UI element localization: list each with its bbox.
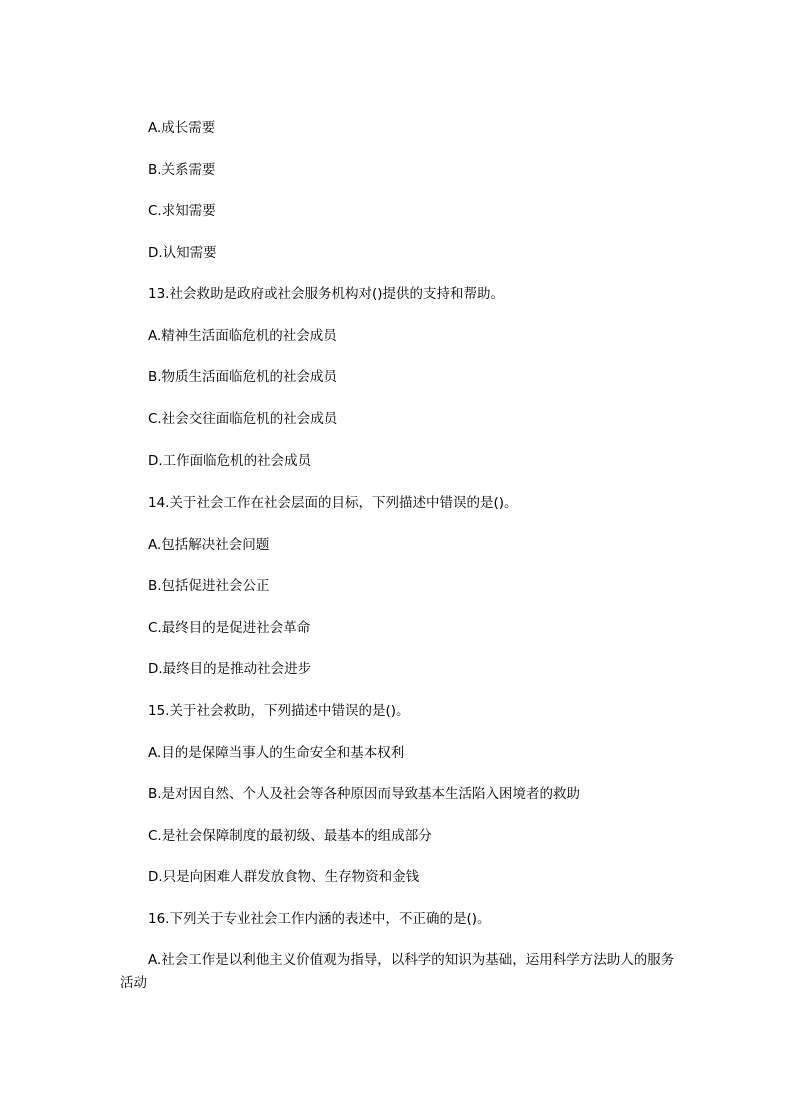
option-line: C.社会交往面临危机的社会成员	[148, 411, 338, 427]
question-14: 14.关于社会工作在社会层面的目标，下列描述中错误的是()。	[148, 495, 518, 511]
option-line: D.认知需要	[148, 245, 217, 261]
option-line: A.目的是保障当事人的生命安全和基本权利	[148, 745, 405, 761]
question-16: 16.下列关于专业社会工作内涵的表述中，不正确的是()。	[148, 911, 491, 927]
option-line: C.最终目的是促进社会革命	[148, 620, 311, 636]
option-line: D.最终目的是推动社会进步	[148, 661, 312, 677]
option-paragraph: A.社会工作是以利他主义价值观为指导，以科学的知识为基础，运用科学方法助人的服务活动	[120, 952, 675, 991]
option-line: C.求知需要	[148, 203, 216, 219]
option-line: B.包括促进社会公正	[148, 578, 270, 594]
option-line: D.只是向困难人群发放食物、生存物资和金钱	[148, 869, 420, 885]
option-line: B.关系需要	[148, 162, 216, 178]
option-line: A.成长需要	[148, 120, 216, 136]
option-line: B.物质生活面临危机的社会成员	[148, 369, 338, 385]
option-line: B.是对因自然、个人及社会等各种原因而导致基本生活陷入困境者的救助	[148, 786, 581, 802]
option-line: D.工作面临危机的社会成员	[148, 453, 312, 469]
option-line: C.是社会保障制度的最初级、最基本的组成部分	[148, 828, 432, 844]
question-13: 13.社会救助是政府或社会服务机构对()提供的支持和帮助。	[148, 286, 505, 302]
option-line: A.精神生活面临危机的社会成员	[148, 328, 337, 344]
option-line: A.包括解决社会问题	[148, 537, 270, 553]
question-15: 15.关于社会救助，下列描述中错误的是()。	[148, 703, 410, 719]
